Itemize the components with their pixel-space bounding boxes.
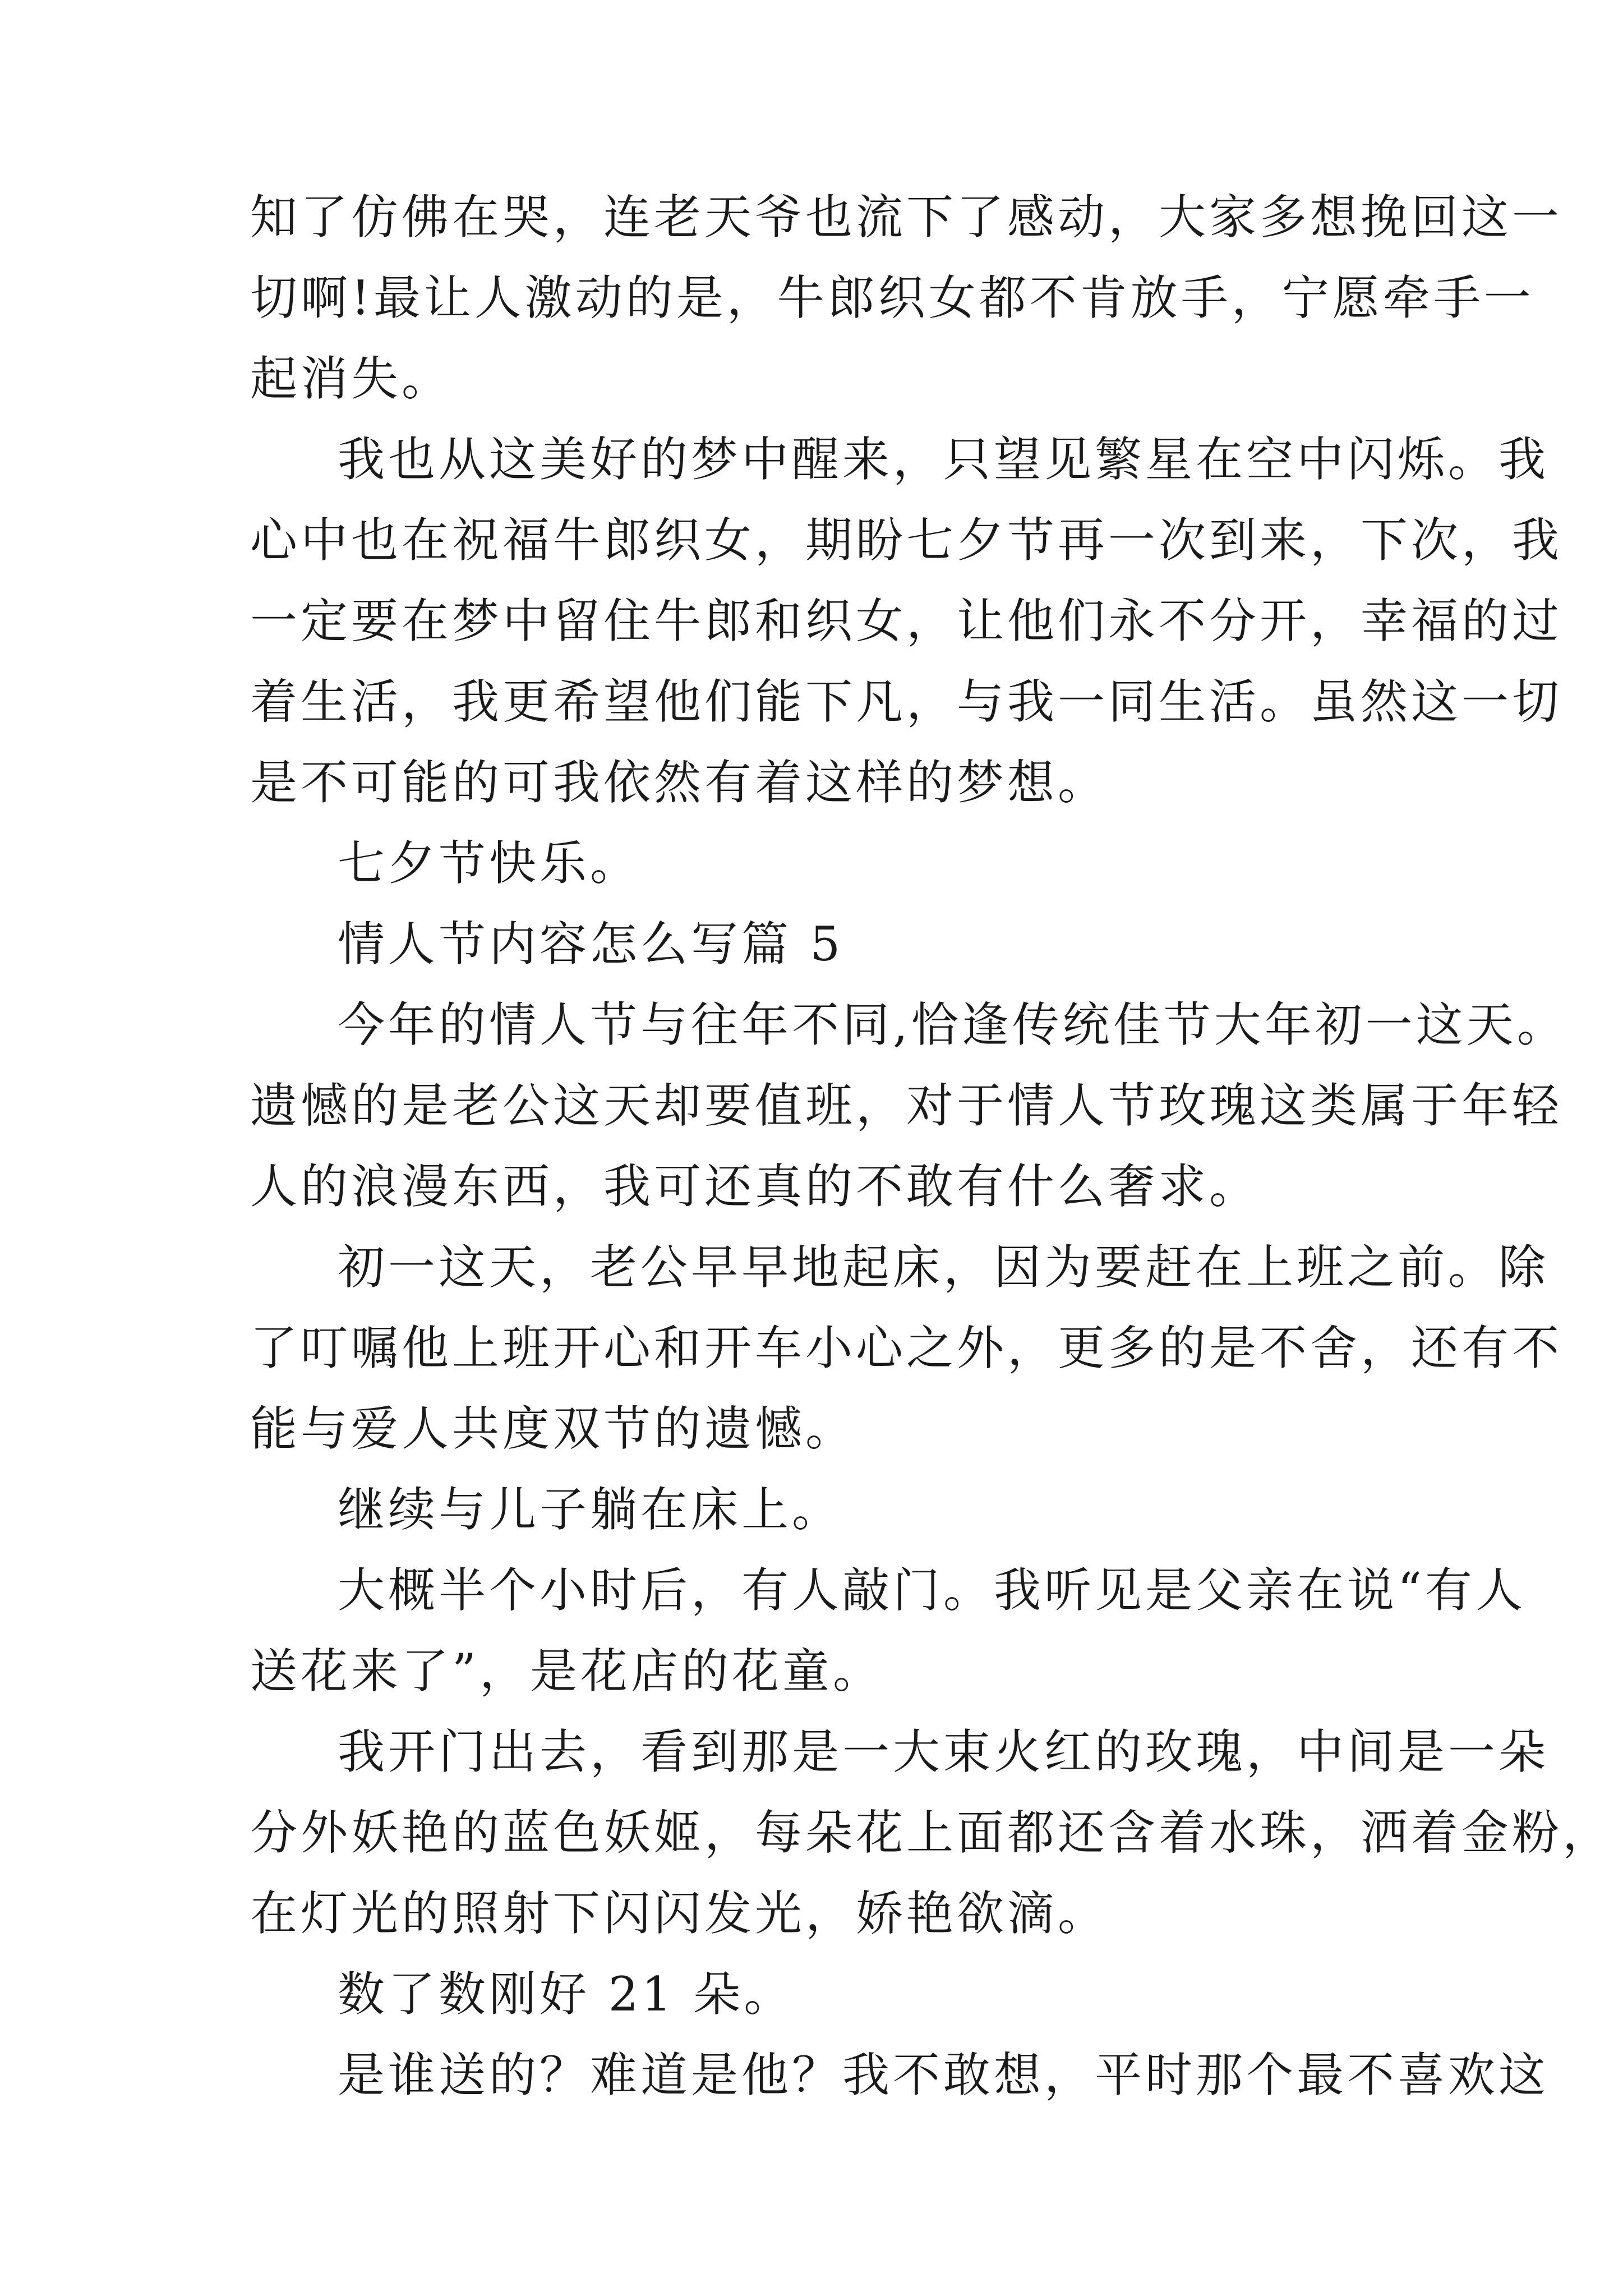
text-line: 七夕节快乐。 (338, 836, 641, 891)
text-line: 知了仿佛在哭，连老天爷也流下了感动，大家多想挽回这一 (250, 190, 1563, 245)
document-body (250, 177, 1613, 2115)
text-line: 送花来了”，是花店的花童。 (250, 1644, 883, 1699)
text-line: 我也从这美好的梦中醒来，只望见繁星在空中闪烁。我 (338, 432, 1550, 487)
text-line: 是谁送的？难道是他？我不敢想，平时那个最不喜欢这 (338, 2047, 1550, 2102)
text-line: 初一这天，老公早早地起床，因为要赶在上班之前。除 (338, 1240, 1550, 1295)
text-line: 人的浪漫东西，我可还真的不敢有什么奢求。 (250, 1159, 1260, 1214)
text-line: 数了数刚好 21 朵。 (338, 1967, 795, 2022)
text-line: 是不可能的可我依然有着这样的梦想。 (250, 755, 1109, 810)
text-line: 着生活，我更希望他们能下凡，与我一同生活。虽然这一切 (250, 674, 1563, 729)
text-line: 大概半个小时后，有人敲门。我听见是父亲在说“有人 (338, 1563, 1526, 1618)
text-line: 切啊!最让人激动的是，牛郎织女都不肯放手，宁愿牵手一 (250, 270, 1534, 325)
text-line: 起消失。 (250, 351, 453, 406)
text-line: 今年的情人节与往年不同,恰逢传统佳节大年初一这天。 (338, 997, 1567, 1052)
section-heading: 情人节内容怎么写篇 5 (338, 917, 844, 972)
text-line: 遗憾的是老公这天却要值班，对于情人节玫瑰这类属于年轻 (250, 1078, 1563, 1133)
text-line: 在灯光的照射下闪闪发光，娇艳欲滴。 (250, 1886, 1109, 1941)
text-line: 一定要在梦中留住牛郎和织女，让他们永不分开，幸福的过 (250, 593, 1563, 648)
text-line: 能与爱人共度双节的遗憾。 (250, 1401, 856, 1456)
text-line: 心中也在祝福牛郎织女，期盼七夕节再一次到来，下次，我 (250, 513, 1563, 568)
text-line: 分外妖艳的蓝色妖姬，每朵花上面都还含着水珠，洒着金粉， (250, 1805, 1613, 1860)
text-line: 继续与儿子躺在床上。 (338, 1482, 843, 1537)
text-line: 了叮嘱他上班开心和开车小心之外，更多的是不舍，还有不 (250, 1320, 1563, 1375)
text-line: 我开门出去，看到那是一大束火红的玫瑰，中间是一朵 (338, 1724, 1550, 1779)
